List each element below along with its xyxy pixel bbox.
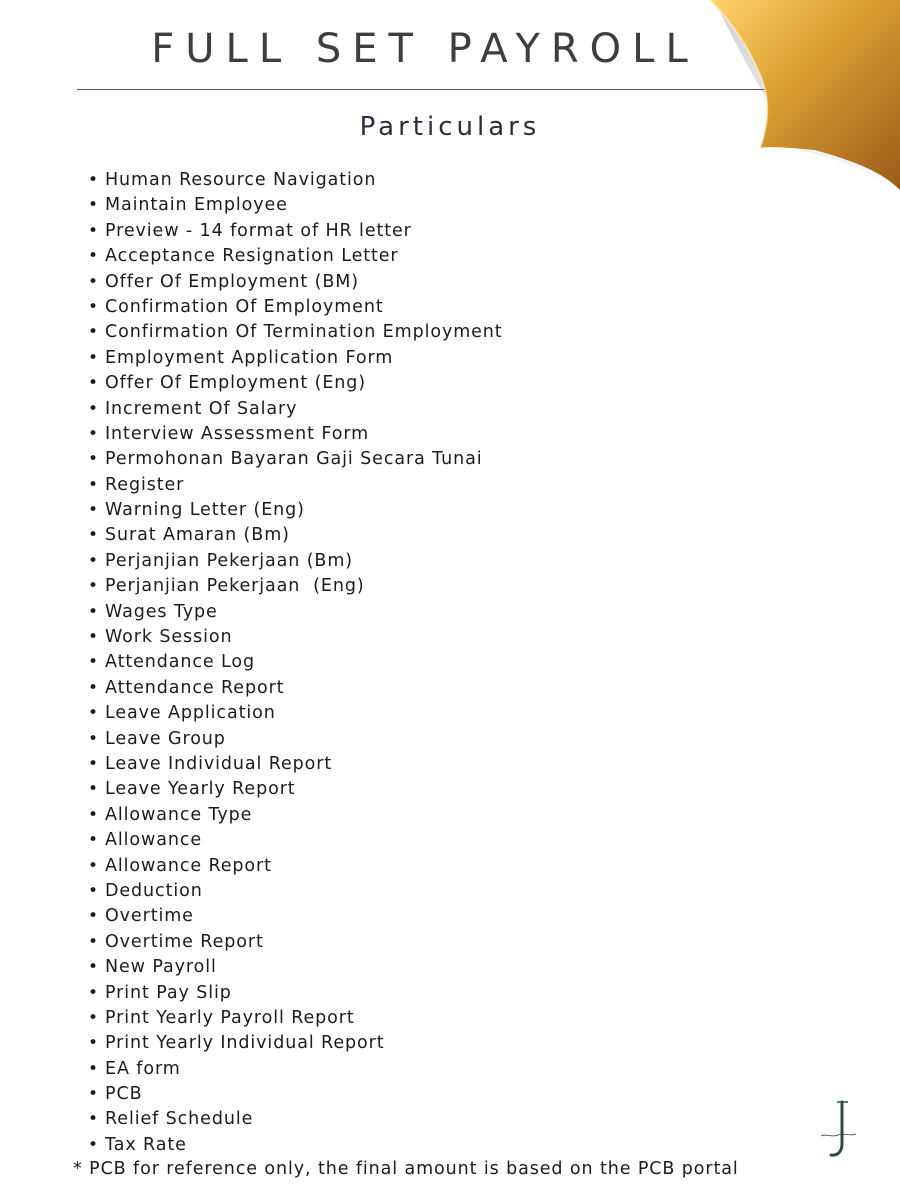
list-item-label: Register (105, 474, 185, 495)
list-item-label: Print Yearly Payroll Report (105, 1007, 355, 1028)
list-item (88, 397, 503, 422)
list-item-label: Allowance Report (105, 855, 272, 876)
list-item (88, 752, 503, 777)
list-item-label: Interview Assessment Form (105, 423, 370, 444)
bullet-icon: • (88, 601, 99, 622)
list-item-label: Offer Of Employment (Eng) (105, 373, 366, 394)
list-item (88, 930, 503, 955)
list-item (88, 549, 503, 574)
list-item-label: EA form (105, 1058, 181, 1079)
list-item (88, 1006, 503, 1031)
list-item-label: New Payroll (105, 957, 217, 978)
list-item (88, 650, 503, 675)
list-item-label: Preview - 14 format of HR letter (105, 220, 412, 241)
list-item-label: Permohonan Bayaran Gaji Secara Tunai (105, 449, 483, 470)
list-item (88, 955, 503, 980)
page-title: FULL SET PAYROLL (151, 26, 699, 72)
bullet-icon: • (88, 398, 99, 419)
bullet-icon: • (88, 677, 99, 698)
list-item (88, 244, 503, 269)
bullet-icon: • (88, 220, 99, 241)
bullet-icon: • (88, 373, 99, 394)
bullet-icon: • (88, 1134, 99, 1155)
list-item (88, 828, 503, 853)
list-item-label: Confirmation Of Termination Employment (105, 322, 503, 343)
bullet-icon: • (88, 322, 99, 343)
bullet-icon: • (88, 703, 99, 724)
list-item-label: Perjanjian Pekerjaan (Bm) (105, 550, 354, 571)
list-item-label: Print Yearly Individual Report (105, 1033, 385, 1054)
list-item (88, 701, 503, 726)
list-item (88, 320, 503, 345)
list-item-label: Wages Type (105, 601, 218, 622)
bullet-icon: • (88, 728, 99, 749)
bullet-icon: • (88, 652, 99, 673)
bullet-icon: • (88, 525, 99, 546)
bullet-icon: • (88, 906, 99, 927)
list-item (88, 295, 503, 320)
list-item (88, 1082, 503, 1107)
list-item (88, 270, 503, 295)
list-item-label: Leave Individual Report (105, 753, 333, 774)
list-item-label: Surat Amaran (Bm) (105, 525, 290, 546)
list-item-label: Relief Schedule (105, 1109, 254, 1130)
list-item (88, 422, 503, 447)
list-item (88, 777, 503, 802)
title-divider (77, 89, 777, 90)
list-item (88, 523, 503, 548)
list-item-label: Print Pay Slip (105, 982, 232, 1003)
list-item-label: Overtime Report (105, 931, 264, 952)
bullet-icon: • (88, 931, 99, 952)
list-item-label: Allowance (105, 830, 203, 851)
list-item (88, 168, 503, 193)
list-item (88, 219, 503, 244)
list-item-label: Allowance Type (105, 804, 253, 825)
bullet-icon: • (88, 1058, 99, 1079)
list-item-label: Overtime (105, 906, 194, 927)
list-item (88, 498, 503, 523)
list-item (88, 981, 503, 1006)
list-item (88, 1133, 503, 1158)
bullet-icon: • (88, 474, 99, 495)
list-item (88, 574, 503, 599)
list-item (88, 676, 503, 701)
list-item-label: Attendance Log (105, 652, 255, 673)
list-item-label: Deduction (105, 880, 203, 901)
bullet-icon: • (88, 423, 99, 444)
list-item (88, 193, 503, 218)
list-item-label: Human Resource Navigation (105, 170, 377, 190)
list-item-label: Work Session (105, 627, 233, 648)
list-item-label: Maintain Employee (105, 195, 288, 216)
list-item (88, 904, 503, 929)
bullet-icon: • (88, 1084, 99, 1105)
list-item-label: Warning Letter (Eng) (105, 500, 305, 521)
list-item (88, 447, 503, 472)
list-item (88, 727, 503, 752)
bullet-icon: • (88, 170, 99, 190)
list-item (88, 371, 503, 396)
list-item (88, 1107, 503, 1132)
bullet-icon: • (88, 880, 99, 901)
list-item-label: Leave Application (105, 703, 276, 724)
bullet-icon: • (88, 830, 99, 851)
list-item-label: Perjanjian Pekerjaan (Eng) (105, 576, 365, 597)
bullet-icon: • (88, 195, 99, 216)
list-item (88, 473, 503, 498)
bullet-icon: • (88, 271, 99, 292)
list-item (88, 879, 503, 904)
list-item (88, 803, 503, 828)
footnote: * PCB for reference only, the final amount is based on the PCB portal (73, 1159, 739, 1179)
bullet-icon: • (88, 855, 99, 876)
bullet-icon: • (88, 347, 99, 368)
bullet-icon: • (88, 246, 99, 267)
list-item (88, 1031, 503, 1056)
list-item-label: Offer Of Employment (BM) (105, 271, 359, 292)
section-heading: Particulars (359, 112, 541, 142)
bullet-icon: • (88, 1109, 99, 1130)
list-item-label: Attendance Report (105, 677, 285, 698)
bullet-icon: • (88, 957, 99, 978)
particulars-list (88, 168, 503, 1158)
bullet-icon: • (88, 1007, 99, 1028)
bullet-icon: • (88, 1033, 99, 1054)
list-item-label: Employment Application Form (105, 347, 394, 368)
bullet-icon: • (88, 753, 99, 774)
bullet-icon: • (88, 500, 99, 521)
bullet-icon: • (88, 576, 99, 597)
list-item (88, 1057, 503, 1082)
bullet-icon: • (88, 449, 99, 470)
list-item (88, 625, 503, 650)
bullet-icon: • (88, 627, 99, 648)
list-item-label: Leave Group (105, 728, 226, 749)
bullet-icon: • (88, 982, 99, 1003)
list-item (88, 854, 503, 879)
bullet-icon: • (88, 296, 99, 317)
bullet-icon: • (88, 779, 99, 800)
list-item-label: Confirmation Of Employment (105, 296, 384, 317)
bullet-icon: • (88, 804, 99, 825)
list-item-label: Increment Of Salary (105, 398, 298, 419)
list-item-label: Leave Yearly Report (105, 779, 296, 800)
list-item-label: Tax Rate (105, 1134, 187, 1155)
list-item (88, 600, 503, 625)
monogram-logo-icon (818, 1098, 858, 1160)
list-item (88, 346, 503, 371)
list-item-label: Acceptance Resignation Letter (105, 246, 399, 267)
bullet-icon: • (88, 550, 99, 571)
page-curl-icon (700, 0, 900, 195)
list-item-label: PCB (105, 1084, 143, 1105)
